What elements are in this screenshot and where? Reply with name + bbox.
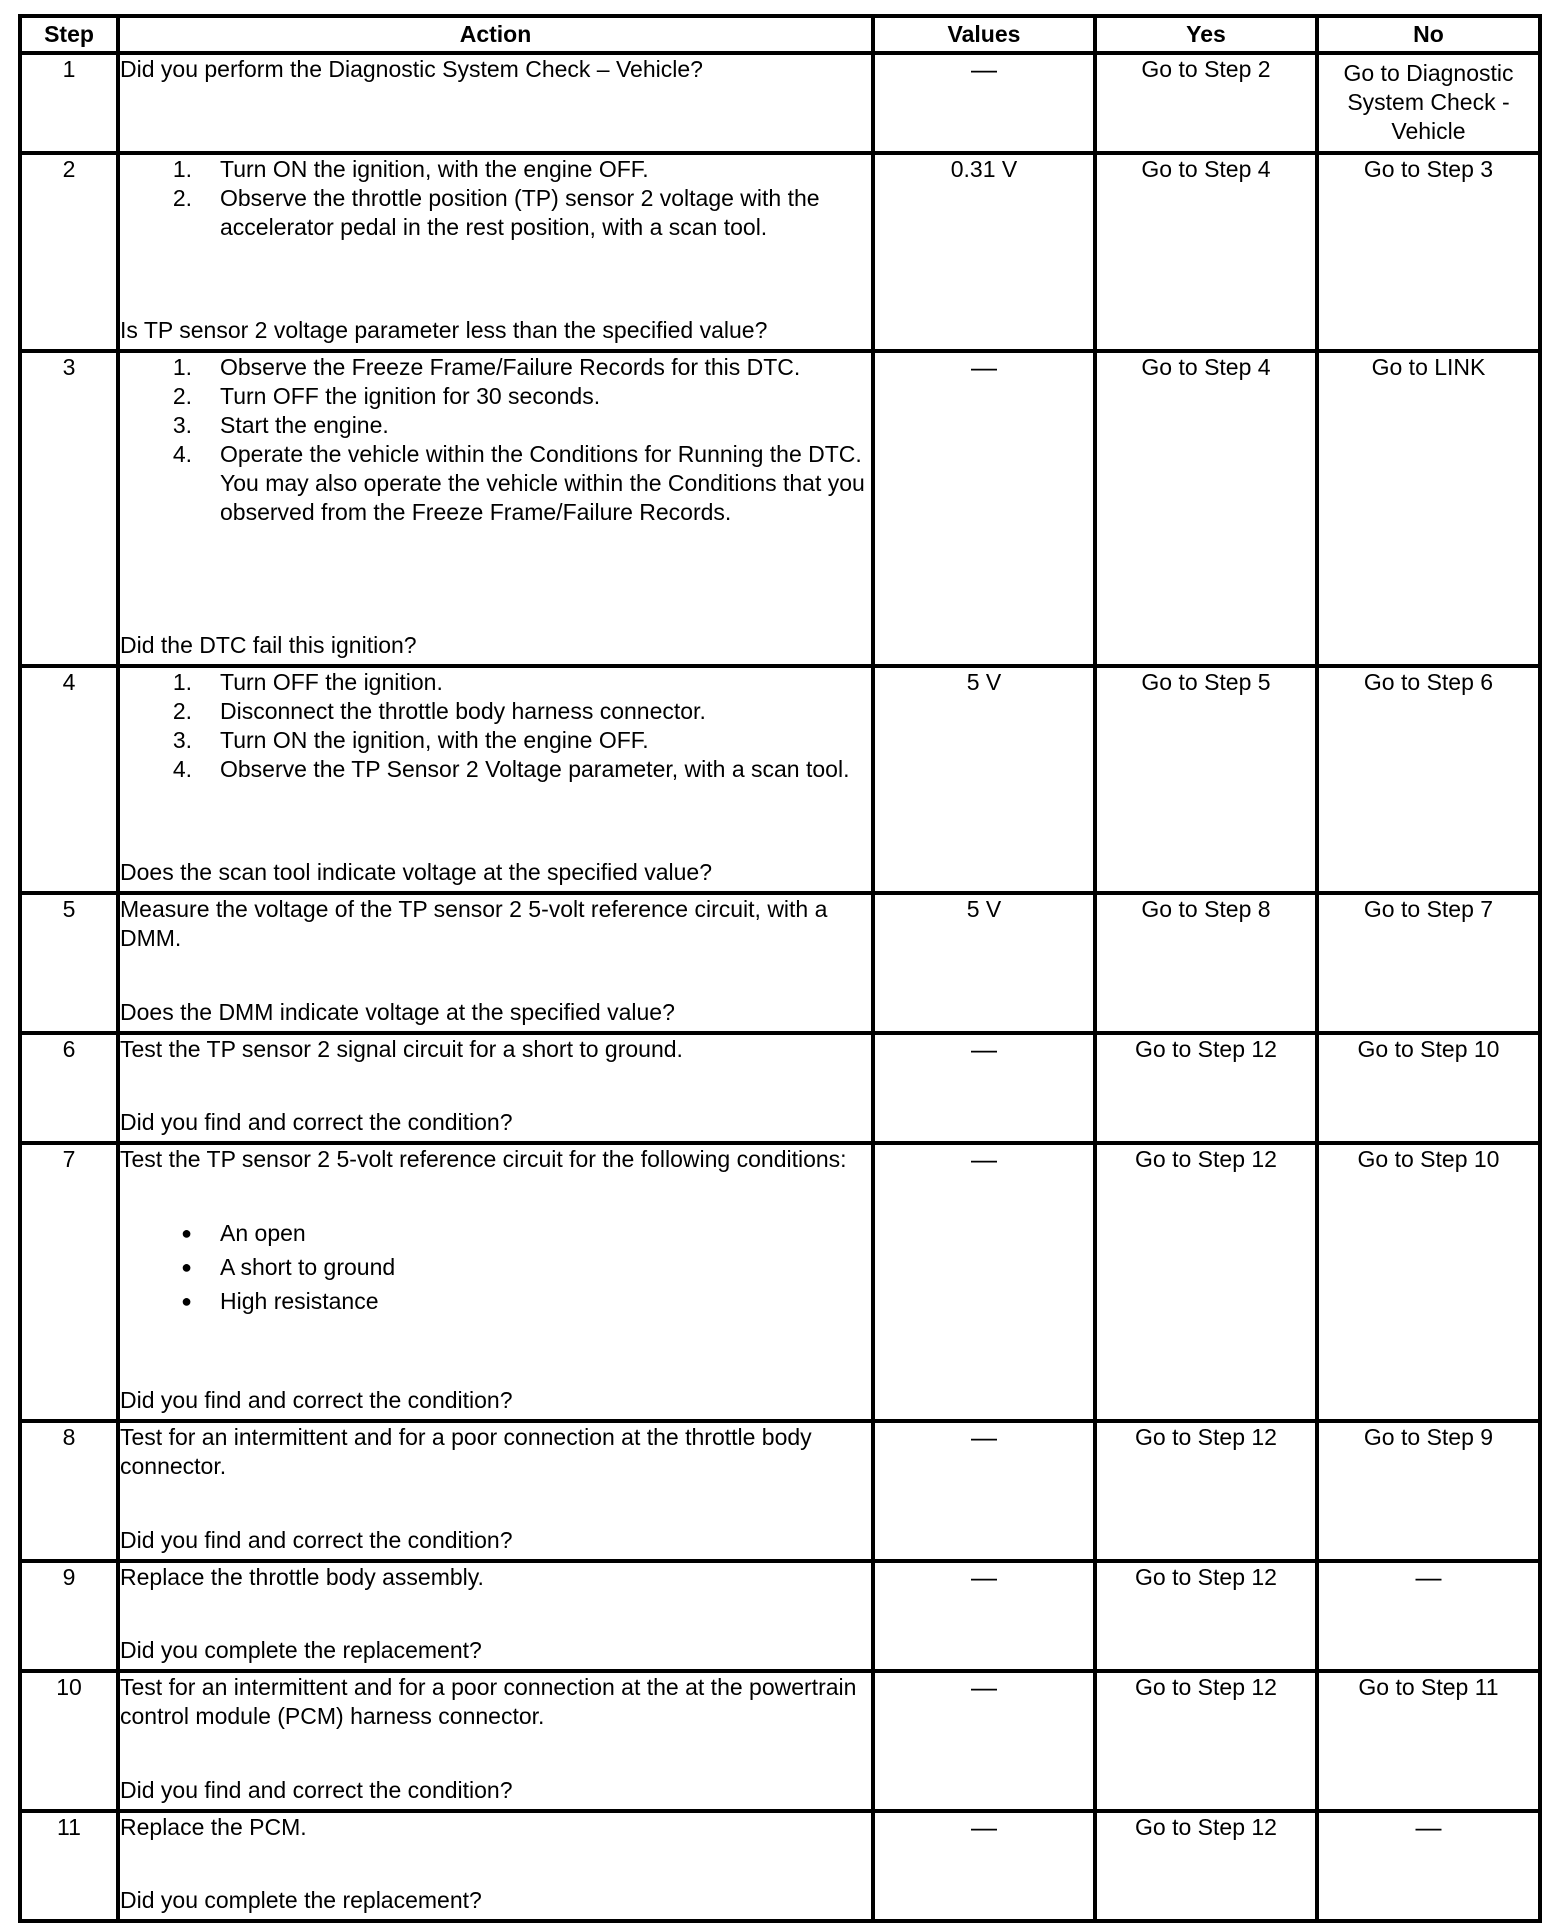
value-cell: — — [873, 53, 1095, 153]
diagnostic-table — [18, 14, 1542, 1923]
action-cell — [118, 351, 873, 666]
yes-target: Go to Step 12 — [1135, 1036, 1277, 1062]
value-cell: — — [873, 1561, 1095, 1671]
action-cell — [118, 1811, 873, 1921]
header-values: Values — [873, 16, 1095, 53]
action-cell — [118, 1561, 873, 1671]
action-text: Test the TP sensor 2 5-volt reference circuit for the following conditions: — [120, 1146, 847, 1172]
header-action: Action — [118, 16, 873, 53]
list-item: 1. Turn OFF the ignition. — [172, 669, 443, 695]
yes-target: Go to Step 4 — [1141, 354, 1271, 380]
action-text: Replace the PCM. — [120, 1814, 307, 1840]
table-row — [20, 1421, 1540, 1561]
action-cell — [118, 53, 873, 153]
no-cell — [1317, 1811, 1540, 1921]
value-cell: — — [873, 1143, 1095, 1421]
list-item: 4. Operate the vehicle within the Conditions for Running the DTC. You may also operate the vehicle within the Conditions that you observed from the Freeze Frame/Failure Records. — [172, 441, 865, 525]
value-cell: — — [873, 351, 1095, 666]
yes-target: Go to Step 12 — [1135, 1424, 1277, 1450]
yes-target: Go to Step 12 — [1135, 1146, 1277, 1172]
header-row — [20, 16, 1540, 53]
list-item: 2. Turn OFF the ignition for 30 seconds. — [172, 383, 601, 409]
step-number: 4 — [20, 666, 118, 893]
yes-cell — [1095, 1671, 1317, 1811]
table-row — [20, 351, 1540, 666]
action-text: Test for an intermittent and for a poor connection at the throttle body connector. — [120, 1424, 812, 1479]
action-cell — [118, 1143, 873, 1421]
yes-target: Go to Step 12 — [1135, 1814, 1277, 1840]
action-steps — [120, 155, 871, 242]
action-cell — [118, 1033, 873, 1143]
action-cell — [118, 666, 873, 893]
value-cell: 5 V — [873, 893, 1095, 1033]
no-cell — [1317, 53, 1540, 153]
table-row — [20, 666, 1540, 893]
table-row — [20, 1561, 1540, 1671]
action-steps — [120, 353, 871, 527]
no-target: — — [1415, 1812, 1442, 1842]
list-item: 1. Observe the Freeze Frame/Failure Records for this DTC. — [172, 354, 801, 380]
yes-cell — [1095, 153, 1317, 351]
action-text: Test the TP sensor 2 signal circuit for a short to ground. — [120, 1036, 683, 1062]
table-row — [20, 53, 1540, 153]
yes-cell — [1095, 1421, 1317, 1561]
no-cell — [1317, 1561, 1540, 1671]
no-cell — [1317, 1671, 1540, 1811]
no-target: Go to Step 11 — [1358, 1674, 1499, 1700]
no-target: — — [1415, 1562, 1442, 1592]
list-item: 3. Start the engine. — [172, 412, 389, 438]
no-target: Go to Step 7 — [1363, 896, 1494, 922]
action-cell — [118, 153, 873, 351]
condition-list — [120, 1216, 871, 1318]
no-target: Go to LINK — [1371, 354, 1486, 380]
question-text: Is TP sensor 2 voltage parameter less than the specified value? — [120, 317, 768, 343]
list-item: 2. Disconnect the throttle body harness connector. — [172, 698, 706, 724]
no-target-line: Vehicle — [1391, 118, 1466, 144]
action-text: Did you perform the Diagnostic System Check – Vehicle? — [120, 56, 703, 82]
no-target: Go to Step 6 — [1363, 669, 1494, 695]
question-text: Did you complete the replacement? — [120, 1637, 482, 1663]
step-number: 2 — [20, 153, 118, 351]
question-text: Did you find and correct the condition? — [120, 1109, 513, 1135]
list-item: ● An open — [181, 1220, 306, 1246]
action-steps — [120, 668, 871, 784]
yes-cell — [1095, 351, 1317, 666]
yes-target: Go to Step 2 — [1141, 56, 1271, 82]
value-cell: — — [873, 1671, 1095, 1811]
action-text: Measure the voltage of the TP sensor 2 5-volt reference circuit, with a DMM. — [120, 896, 828, 951]
value-cell: — — [873, 1811, 1095, 1921]
yes-target: Go to Step 12 — [1135, 1564, 1277, 1590]
yes-target: Go to Step 12 — [1135, 1674, 1277, 1700]
yes-target: Go to Step 4 — [1141, 156, 1271, 182]
table-row — [20, 1671, 1540, 1811]
question-text: Does the scan tool indicate voltage at the specified value? — [120, 859, 712, 885]
step-number: 8 — [20, 1421, 118, 1561]
list-item: ● High resistance — [181, 1288, 379, 1314]
value-cell: — — [873, 1421, 1095, 1561]
step-number: 10 — [20, 1671, 118, 1811]
action-cell — [118, 1671, 873, 1811]
no-cell — [1317, 1421, 1540, 1561]
no-target — [1319, 55, 1538, 149]
table-row — [20, 1143, 1540, 1421]
question-text: Did you find and correct the condition? — [120, 1777, 513, 1803]
yes-cell — [1095, 666, 1317, 893]
no-cell — [1317, 1143, 1540, 1421]
table-row — [20, 1033, 1540, 1143]
step-number: 11 — [20, 1811, 118, 1921]
no-cell — [1317, 153, 1540, 351]
header-no: No — [1317, 16, 1540, 53]
value-cell: 5 V — [873, 666, 1095, 893]
yes-target: Go to Step 8 — [1141, 896, 1271, 922]
no-cell — [1317, 1033, 1540, 1143]
no-target-line: Go to Diagnostic — [1343, 60, 1514, 86]
step-number: 9 — [20, 1561, 118, 1671]
yes-cell — [1095, 1033, 1317, 1143]
table-row — [20, 1811, 1540, 1921]
table-row — [20, 153, 1540, 351]
yes-cell — [1095, 53, 1317, 153]
header-step: Step — [20, 16, 118, 53]
list-item: 2. Observe the throttle position (TP) sensor 2 voltage with the accelerator pedal in the rest position, with a scan tool. — [172, 185, 820, 240]
no-target: Go to Step 3 — [1363, 156, 1494, 182]
value-cell: — — [873, 1033, 1095, 1143]
yes-cell — [1095, 1811, 1317, 1921]
step-number: 6 — [20, 1033, 118, 1143]
yes-cell — [1095, 1561, 1317, 1671]
no-cell — [1317, 666, 1540, 893]
no-cell — [1317, 893, 1540, 1033]
action-text: Test for an intermittent and for a poor connection at the at the powertrain control module (PCM) harness connector. — [120, 1674, 857, 1729]
no-target: Go to Step 9 — [1363, 1424, 1494, 1450]
question-text: Does the DMM indicate voltage at the specified value? — [120, 999, 675, 1025]
list-item: ● A short to ground — [181, 1254, 396, 1280]
question-text: Did you find and correct the condition? — [120, 1527, 513, 1553]
list-item: 1. Turn ON the ignition, with the engine OFF. — [172, 156, 649, 182]
value-cell: 0.31 V — [873, 153, 1095, 351]
no-cell — [1317, 351, 1540, 666]
question-text: Did you complete the replacement? — [120, 1887, 482, 1913]
step-number: 5 — [20, 893, 118, 1033]
no-target-line: System Check - — [1347, 89, 1510, 115]
table-row — [20, 893, 1540, 1033]
action-cell — [118, 1421, 873, 1561]
no-target: Go to Step 10 — [1357, 1146, 1500, 1172]
question-text: Did you find and correct the condition? — [120, 1387, 513, 1413]
yes-cell — [1095, 893, 1317, 1033]
yes-target: Go to Step 5 — [1141, 669, 1271, 695]
action-cell — [118, 893, 873, 1033]
step-number: 1 — [20, 53, 118, 153]
list-item: 4. Observe the TP Sensor 2 Voltage parameter, with a scan tool. — [172, 756, 850, 782]
no-target: Go to Step 10 — [1357, 1036, 1500, 1062]
yes-cell — [1095, 1143, 1317, 1421]
header-yes: Yes — [1095, 16, 1317, 53]
step-number: 7 — [20, 1143, 118, 1421]
list-item: 3. Turn ON the ignition, with the engine OFF. — [172, 727, 649, 753]
step-number: 3 — [20, 351, 118, 666]
question-text: Did the DTC fail this ignition? — [120, 632, 417, 658]
action-text: Replace the throttle body assembly. — [120, 1564, 484, 1590]
